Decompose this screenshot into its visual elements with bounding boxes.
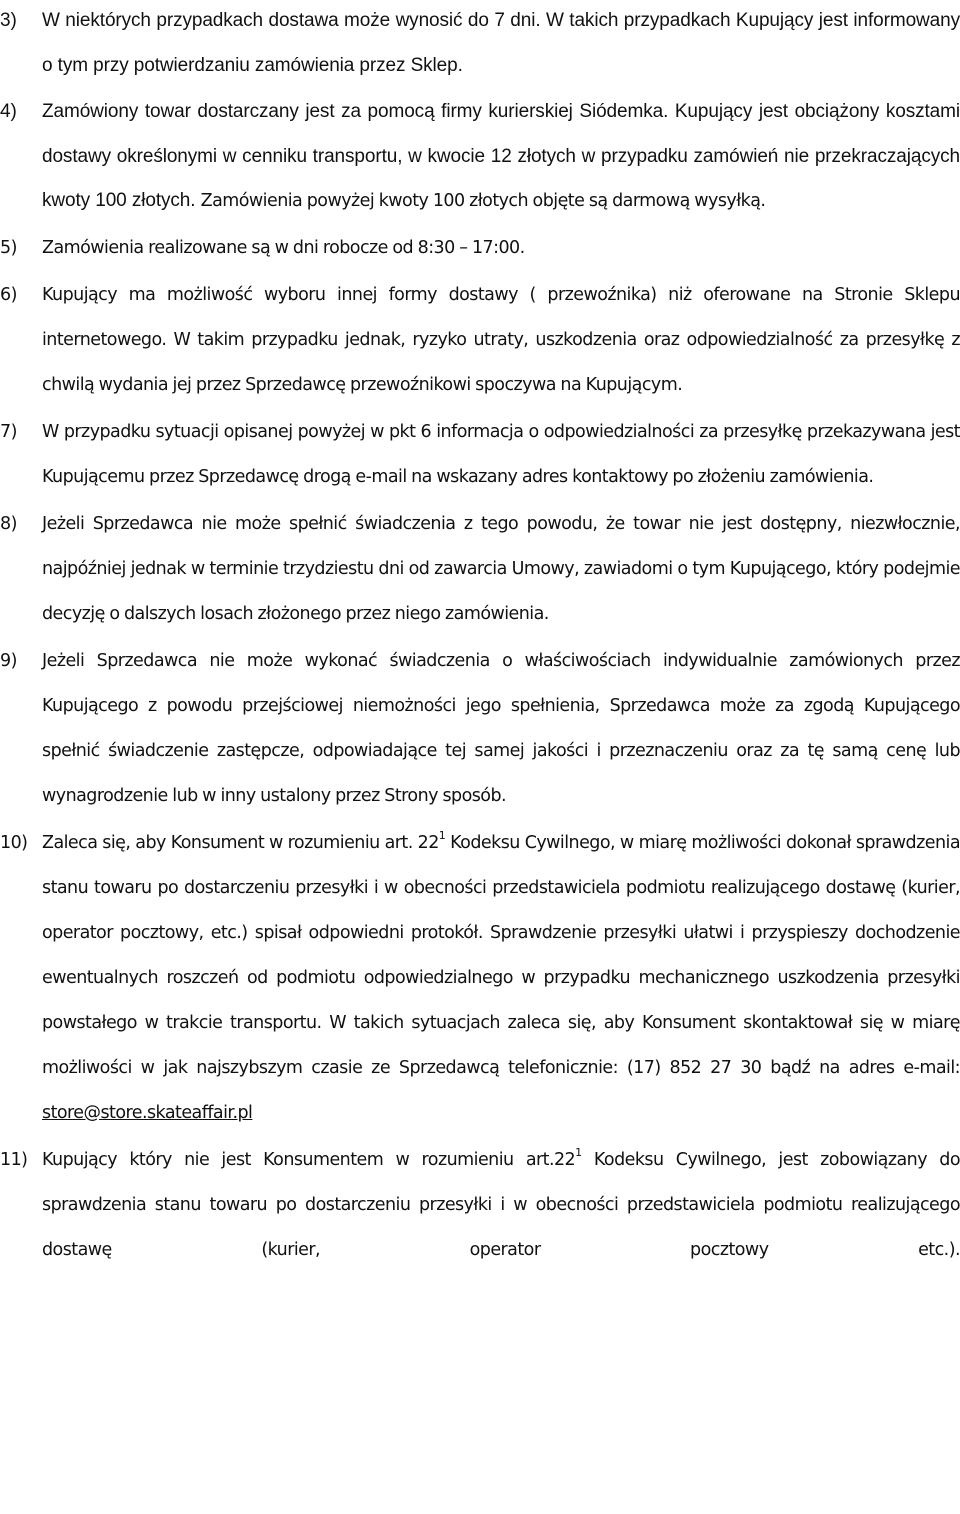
item-text-part: Kupujący który nie jest Konsumentem w rozumieniu art.22 (42, 1149, 576, 1170)
list-item-6 (0, 273, 960, 408)
item-text (42, 90, 960, 224)
item-number: 9) (0, 650, 17, 671)
list-item-7 (0, 410, 960, 500)
list-item-10 (0, 821, 960, 1136)
list-item-11 (0, 1138, 960, 1273)
footnote-superscript: 1 (438, 828, 446, 842)
item-text (42, 1138, 960, 1273)
list-item-9 (0, 639, 960, 819)
item-number: 11) (0, 1149, 28, 1170)
item-number: 7) (0, 421, 17, 442)
list-item-8 (0, 502, 960, 637)
item-text-part: Kodeksu Cywilnego, jest zobowiązany do sprawdzenia stanu towaru po dostarczeniu przesyłki i w obecności przedstawiciela podmiotu realizującego dostawę (kurier, operator pocztowy etc.). (42, 1149, 960, 1260)
item-number: 5) (0, 237, 17, 258)
item-number: 8) (0, 513, 17, 534)
item-text: W niektórych przypadkach dostawa może wynosić do 7 dni. W takich przypadkach Kupujący jest informowany o tym przy potwierdzaniu zamówienia przez Sklep. (42, 10, 960, 76)
item-text: Zamówienia realizowane są w dni robocze od 8:30 – 17:00. (42, 237, 525, 258)
email-link[interactable]: store@store.skateaffair.pl (42, 1102, 253, 1123)
item-number: 4) (0, 101, 17, 122)
list-item-4 (0, 90, 960, 224)
list-item-3 (0, 0, 960, 88)
item-text-part: Kodeksu Cywilnego, w miarę możliwości dokonał sprawdzenia stanu towaru po dostarczeniu przesyłki i w obecności przedstawiciela podmiotu realizującego dostawę (kurier, operator pocztowy, etc.) spisał odpowiedni protokół. Sprawdzenie przesyłki ułatwi i przyspieszy dochodzenie ewentualnych roszczeń od podmiotu odpowiedzialnego w przypadku mechanicznego uszkodzenia przesyłki powstałego w trakcie transportu. W takich sytuacjach zaleca się, aby Konsument skontaktował się w miarę możliwości w jak najszybszym czasie ze Sprzedawcą telefonicznie: (17) 852 27 30 bądź na adres e-mail: (42, 832, 960, 1078)
item-number: 3) (0, 10, 17, 31)
item-number: 10) (0, 832, 28, 853)
item-text: Jeżeli Sprzedawca nie może wykonać świadczenia o właściwościach indywidualnie zamówionych przez Kupującego z powodu przejściowej niemożności jego spełnienia, Sprzedawca może za zgodą Kupującego spełnić świadczenie zastępcze, odpowiadające tej samej jakości i przeznaczeniu oraz za tę samą cenę lub wynagrodzenie lub w inny ustalony przez Strony sposób. (42, 650, 960, 806)
item-text-part: Zaleca się, aby Konsument w rozumieniu art. 22 (42, 832, 439, 853)
item-text: Kupujący ma możliwość wyboru innej formy dostawy ( przewoźnika) niż oferowane na Stronie Sklepu internetowego. W takim przypadku jednak, ryzyko utraty, uszkodzenia oraz odpowiedzialność za przesyłkę z chwilą wydania jej przez Sprzedawcę przewoźnikowi spoczywa na Kupującym. (42, 284, 960, 395)
item-text-part: Zamówienia powyżej kwoty 100 złotych objęte są darmową wysyłką. (200, 191, 766, 211)
footnote-superscript: 1 (575, 1145, 582, 1159)
item-text (42, 821, 960, 1136)
item-number: 6) (0, 284, 17, 305)
item-text-part: Zamówiony towar dostarczany jest za pomocą firmy kurierskiej Siódemka. Kupujący jest obciążony kosztami dostawy określonymi w cenniku transportu, w kwocie 12 złotych w przypadku zamówień nie przekraczających kwoty 100 złotych. (42, 101, 960, 211)
item-text: Jeżeli Sprzedawca nie może spełnić świadczenia z tego powodu, że towar nie jest dostępny, niezwłocznie, najpóźniej jednak w terminie trzydziestu dni od zawarcia Umowy, zawiadomi o tym Kupującego, który podejmie decyzję o dalszych losach złożonego przez niego zamówienia. (42, 513, 960, 624)
list-item-5 (0, 226, 960, 271)
item-text: W przypadku sytuacji opisanej powyżej w pkt 6 informacja o odpowiedzialności za przesyłkę przekazywana jest Kupującemu przez Sprzedawcę drogą e-mail na wskazany adres kontaktowy po złożeniu zamówienia. (42, 421, 960, 487)
